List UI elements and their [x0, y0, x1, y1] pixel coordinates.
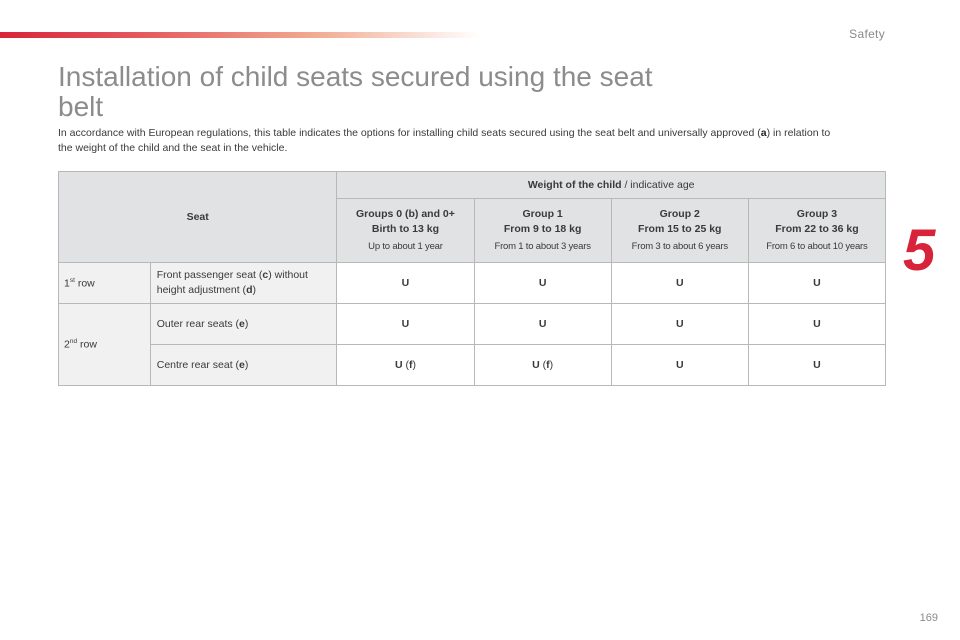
seat-text: ): [244, 317, 249, 330]
row-label-1st: [59, 263, 151, 304]
cell-value: U: [748, 345, 885, 386]
intro-text-1: In accordance with European regulations, this table indicates the options for installing child seats secured using the seat belt and universally approved (: [58, 127, 761, 139]
group-title: Groups 0 (b) and 0+: [356, 208, 455, 220]
note-f: [540, 359, 553, 371]
weight-header: [337, 172, 886, 199]
cell-value: [474, 345, 611, 386]
cell-value: U: [748, 304, 885, 345]
seat-text: Outer rear seats (: [156, 317, 240, 330]
group-weight: From 15 to 25 kg: [638, 223, 722, 235]
page-number: 169: [919, 612, 938, 624]
seat-front-passenger: [150, 263, 337, 304]
weight-header-rest: / indicative age: [621, 179, 695, 191]
seat-centre-rear: [150, 345, 337, 386]
page-title: Installation of child seats secured using the seat belt: [58, 61, 653, 122]
seat-ref-d: d: [246, 284, 253, 296]
group-weight: Birth to 13 kg: [371, 223, 439, 235]
cell-u: U: [394, 359, 403, 371]
intro-paragraph: [58, 126, 838, 156]
group-age: From 3 to about 6 years: [631, 241, 728, 252]
group-age: From 6 to about 10 years: [766, 241, 868, 252]
cell-value: U: [337, 263, 474, 304]
seat-ref-e: e: [239, 317, 245, 330]
cell-value: U: [611, 345, 748, 386]
row-sup: nd: [69, 338, 78, 346]
section-name: Safety: [849, 27, 885, 41]
seat-outer-rear: [150, 304, 337, 345]
table-row: [59, 304, 886, 345]
seat-ref-e: e: [239, 358, 245, 371]
intro-text-2: ) in relation to the weight of the child and the seat in the vehicle.: [58, 127, 831, 154]
cell-value: U: [611, 263, 748, 304]
cell-value: U: [337, 304, 474, 345]
cell-value: U: [611, 304, 748, 345]
table-row: [59, 345, 886, 386]
group-title: Group 2: [659, 208, 700, 220]
row-sup: st: [69, 276, 75, 284]
seat-ref-c: c: [262, 269, 269, 281]
seat-text: Centre rear seat (: [156, 358, 240, 371]
note-ref-f: f: [546, 359, 550, 371]
group-weight: From 22 to 36 kg: [775, 223, 859, 235]
note-ref-f: f: [408, 359, 413, 371]
group-header-1: [474, 199, 611, 263]
header-accent-bar: [0, 32, 480, 38]
note-close: ): [549, 359, 554, 371]
table-row: [59, 263, 886, 304]
row-text: row: [77, 338, 97, 351]
group-age: From 1 to about 3 years: [494, 241, 591, 252]
note-close: ): [412, 359, 416, 371]
note-f: [403, 359, 416, 371]
note-open: (: [539, 359, 547, 371]
seat-text: ): [252, 284, 256, 296]
group-header-2: [611, 199, 748, 263]
cell-value: U: [474, 263, 611, 304]
seat-header: Seat: [59, 172, 337, 263]
cell-value: U: [748, 263, 885, 304]
seat-text: ): [244, 358, 249, 371]
row-num: 2: [64, 338, 70, 351]
seat-text: ) without height adjustment (: [156, 269, 308, 296]
seat-text: Front passenger seat (: [156, 269, 263, 281]
chapter-number: 5: [903, 218, 936, 283]
group-title: Group 3: [796, 208, 838, 220]
group-age: Up to about 1 year: [368, 241, 443, 252]
group-title: Group 1: [522, 208, 563, 220]
cell-value: U: [474, 304, 611, 345]
row-label-2nd: [59, 304, 151, 386]
child-seat-table: [58, 171, 886, 386]
row-text: row: [74, 277, 95, 290]
note-open: (: [402, 359, 409, 371]
group-weight: From 9 to 18 kg: [503, 223, 582, 235]
cell-u: U: [532, 359, 540, 371]
group-header-3: [748, 199, 885, 263]
weight-header-bold: Weight of the child: [527, 179, 622, 191]
intro-ref-a: a: [760, 127, 767, 139]
row-num: 1: [64, 277, 70, 290]
group-header-0: [337, 199, 474, 263]
cell-value: [337, 345, 474, 386]
